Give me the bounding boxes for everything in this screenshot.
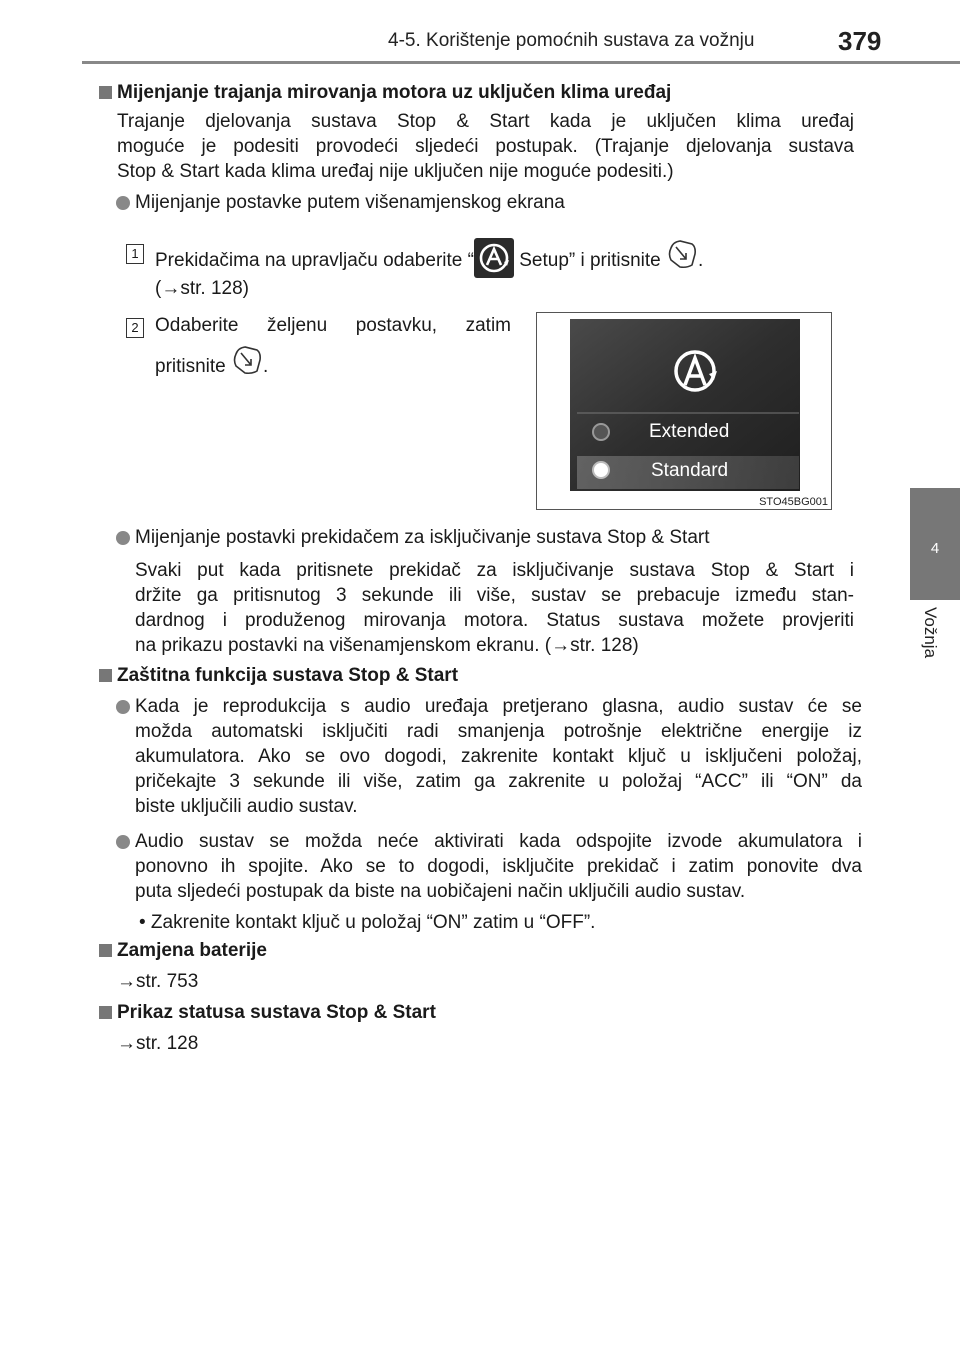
paragraph-line: Stop & Start kada klima uređaj nije uključen nije moguće podesiti.) (117, 161, 674, 182)
bullet-text: Mijenjanje postavki prekidačem za isključivanje sustava Stop & Start (135, 527, 710, 548)
round-bullet-icon (116, 700, 130, 714)
paragraph (135, 694, 862, 819)
step-text-part: . (698, 250, 704, 272)
paragraph-line: puta sljedeći postupak da biste na uobičajeni način uključili audio sustav. (135, 881, 746, 902)
round-bullet-icon (116, 196, 130, 210)
step-text-part: pritisnite (155, 356, 232, 378)
paragraph-line: na prikazu postavki na višenamjenskom ekranu. (→str. 128) (135, 635, 639, 656)
paragraph-line: možda automatski isključiti radi smanjenja potrošnje električne energije iz (135, 721, 862, 742)
paragraph-line: akumulatora. Ako se ovo dogodi, zakrenite kontakt ključ u isključeni položaj, (135, 746, 862, 767)
paragraph-line: Svaki put kada pritisnete prekidač za isključivanje sustava Stop & Start i (135, 560, 854, 581)
paragraph-line: držite ga pritisnutog 3 sekunde ili više, sustav se prebacuje između stan- (135, 585, 854, 606)
step-text-part: . (263, 356, 269, 378)
paragraph-line: dardnog i produženog mirovanja motora. Status sustava možete provjeriti (135, 610, 854, 631)
paragraph-line: moguće je podesiti provodeći sljedeći postupak. (Trajanje djelovanja sustava (117, 136, 854, 157)
page-reference[interactable]: (→str. 128) (155, 278, 249, 299)
section-heading: Zaštitna funkcija sustava Stop & Start (117, 665, 459, 686)
step-number-box: 2 (126, 318, 144, 338)
option-radio-selected (592, 461, 610, 479)
step-number-box: 1 (126, 244, 144, 264)
image-caption: STO45BG001 (759, 496, 828, 508)
option-label-extended: Extended (649, 421, 730, 442)
section-heading: Prikaz statusa sustava Stop & Start (117, 1002, 436, 1023)
option-label-standard: Standard (651, 460, 729, 481)
page-reference[interactable]: →str. 128 (117, 1033, 199, 1054)
header-divider (82, 61, 960, 64)
page-number: 379 (838, 26, 882, 56)
step-text-part: Setup” i pritisnite (513, 250, 667, 272)
round-bullet-icon (116, 531, 130, 545)
step-text (155, 346, 268, 388)
enter-button-icon (666, 238, 698, 280)
paragraph-line: Trajanje djelovanja sustava Stop & Start kada je uključen klima uređaj (117, 111, 854, 132)
square-bullet-icon (99, 944, 112, 957)
section-heading: Mijenjanje trajanja mirovanja motora uz uključen klima uređaj (117, 82, 672, 103)
paragraph-line: Kada je reprodukcija s audio uređaja pretjerano glasna, audio sustav će se (135, 696, 862, 717)
square-bullet-icon (99, 86, 112, 99)
paragraph (117, 109, 854, 184)
paragraph-line: biste uključili audio sustav. (135, 796, 358, 817)
section-title: 4-5. Korištenje pomoćnih sustava za vožnju (388, 30, 755, 51)
paragraph-line: pričekajte 3 sekunde ili više, zatim ga zakrenite u položaj “ACC” ili “ON” da (135, 771, 862, 792)
paragraph (135, 829, 862, 904)
round-bullet-icon (116, 835, 130, 849)
auto-stop-setup-icon (474, 238, 514, 278)
chapter-label: Vožnja (921, 607, 940, 659)
step-text-part: Prekidačima na upravljaču odaberite “ (155, 250, 474, 272)
chapter-tab[interactable] (910, 488, 960, 600)
paragraph-line: Audio sustav se možda neće aktivirati kada odspojite izvode akumulatora i (135, 831, 862, 852)
section-heading: Zamjena baterije (117, 940, 267, 961)
square-bullet-icon (99, 669, 112, 682)
chapter-number: 4 (930, 540, 940, 557)
enter-button-icon (231, 344, 263, 386)
bullet-text: Mijenjanje postavke putem višenamjenskog ekrana (135, 192, 565, 213)
sub-bullet-text: • Zakrenite kontakt ključ u položaj “ON” zatim u “OFF”. (139, 912, 596, 933)
option-radio-unselected (592, 423, 610, 441)
square-bullet-icon (99, 1006, 112, 1019)
paragraph (135, 558, 854, 658)
step-text: Odaberite željenu postavku, zatim (155, 315, 511, 336)
paragraph-line: ponovno ih spojite. Ako se to dogodi, isključite prekidač i zatim ponovite dva (135, 856, 862, 877)
page-reference[interactable]: →str. 753 (117, 971, 199, 992)
display-screenshot (536, 312, 832, 510)
